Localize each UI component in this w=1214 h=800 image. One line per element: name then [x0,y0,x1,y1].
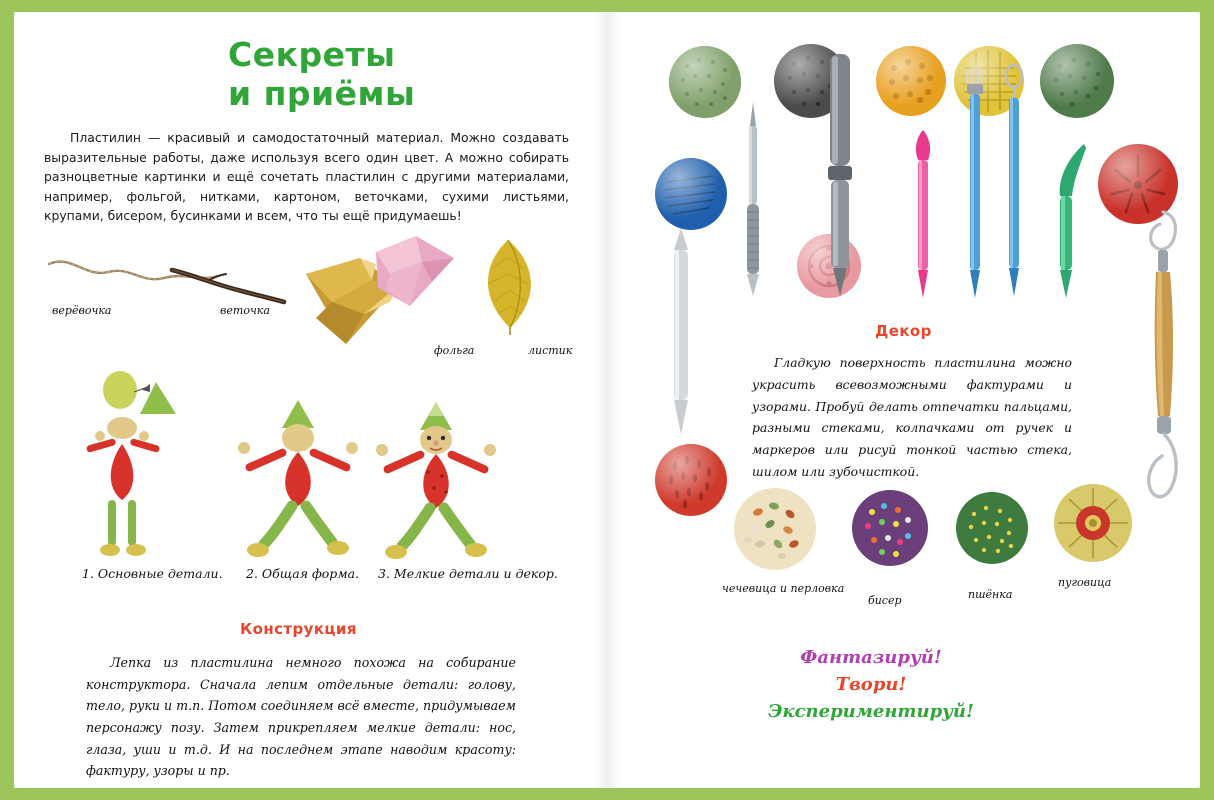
disc-sheen [655,158,727,230]
beads-disc [852,490,928,566]
page-title-line1: Секреты [228,35,396,74]
red-striped-disc [655,444,727,516]
green-dotted-disc [669,46,741,118]
caption-foil: фольга [434,344,475,357]
body-construction: Лепка из пластилина немного похожа на собирание конструктора. Сначала лепим отдельные детали: голову, тело, руки и т.п. Потом соединяем всё вместе, придумываем персонажу позу. Затем прикрепляем мелкие детали: нос, глаза, уши и т.д. И на последнем этапе наводим красоту: фактуру, узоры и пр. [86,655,516,779]
double-ended-stack-tool [1000,64,1028,300]
disc-sheen [669,46,741,118]
disc-sheen [655,444,727,516]
disc-sheen [1040,44,1114,118]
caption-lentil-barley: чечевица и перловка [722,582,845,595]
caption-millet: пшёнка [968,588,1013,601]
subheading-construction: Конструкция [240,620,357,638]
caption-twig: веточка [220,304,270,317]
plastic-stack-tool [666,226,696,438]
body-decor: Гладкую поверхность пластилина можно украсить всевозможными фактурами и узорами. Пробуй делать отпечатки пальцами, разными стеками, колпачками от ручек и маркеров или рисуй тонкой частью стека, шилом или зубочисткой. [752,355,1072,480]
birch-leaf-photo [470,236,546,336]
wooden-loop-tool [1140,206,1186,526]
slogan-fantasize: Фантазируй! [800,647,942,668]
green-spatula-tool [1044,140,1088,300]
beads-disc-texture [852,490,928,566]
step-caption-3: 3. Мелкие детали и декор. [378,566,558,581]
millet-disc-texture [956,492,1028,564]
slogan-create: Твори! [835,674,907,695]
caption-rope: верёвочка [52,304,112,317]
subheading-decor: Декор [875,322,932,340]
brush-tool [962,64,988,300]
button-disc [1054,484,1132,562]
figure-step-2 [228,398,368,570]
step-caption-1: 1. Основные детали. [82,566,223,581]
intro-paragraph: Пластилин — красивый и самодостаточный материал. Можно создавать выразительные работы, даже используя всего один цвет. А можно собирать разноцветные картинки и ещё сочетать пластилин с другими материалами, например, фольгой, нитками, картоном, веточками, сухими листьями, крупами, бисером, бусинками и всем, что ты ещё придумаешь! [44,130,569,224]
page-number-left: 6 [22,20,32,35]
disc-sheen [876,46,946,116]
frame-left [0,0,14,800]
metal-stylus-tool [738,100,768,300]
page-title-line2: и приёмы [228,73,416,113]
dark-green-dotted-disc [1040,44,1114,118]
slogans [706,644,1036,725]
page-number-right: 7 [1182,20,1192,35]
frame-top [0,0,1214,12]
frame-right [1200,0,1214,800]
pink-foil-photo [370,232,458,314]
twig-photo [168,262,288,308]
page-title [228,36,568,114]
lentil-disc-texture [734,488,816,570]
millet-disc [956,492,1028,564]
step-caption-2: 2. Общая форма. [246,566,360,581]
orange-textured-disc [876,46,946,116]
frame-bottom [0,788,1214,800]
caption-beads: бисер [868,594,902,607]
slogan-experiment: Экспериментируй! [768,701,974,722]
gray-marker-pen [820,50,860,300]
lentil-pearl-barley-disc [734,488,816,570]
blue-scratched-disc [655,158,727,230]
figure-step-3 [362,400,512,570]
caption-button: пуговица [1058,576,1112,589]
pink-stack-tool [908,128,938,300]
figure-step-1 [78,368,218,568]
caption-leaf: листик [528,344,573,357]
button-disc-texture [1054,484,1132,562]
